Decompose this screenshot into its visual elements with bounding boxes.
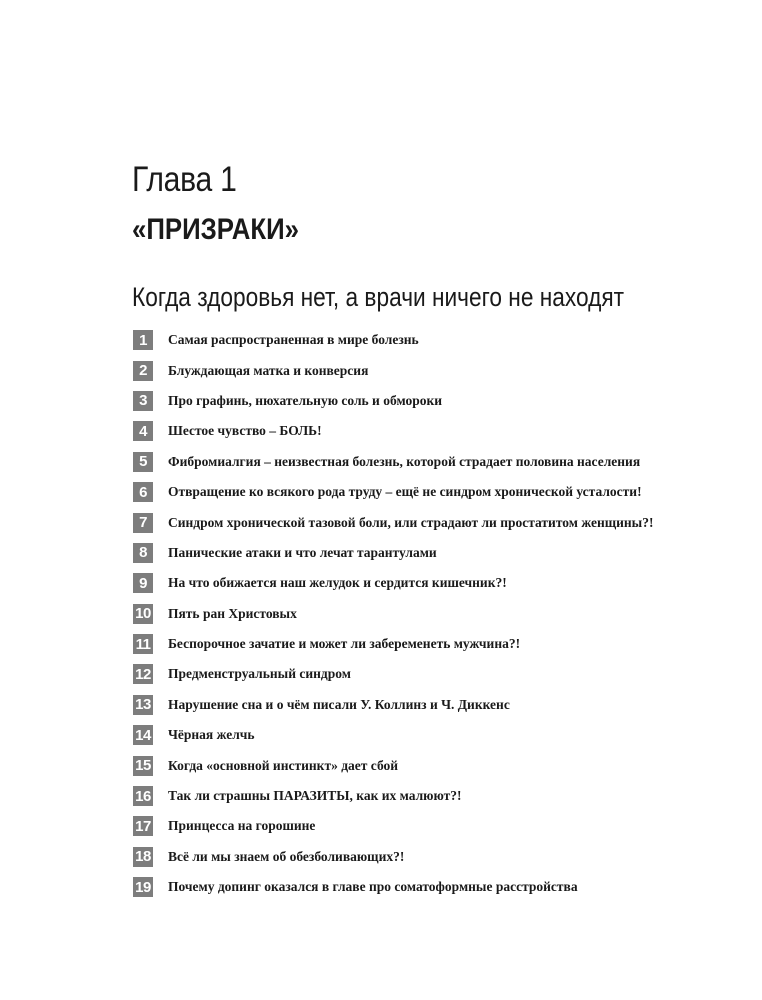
toc-item (133, 629, 733, 659)
toc-item (133, 659, 733, 689)
toc-item-title: Синдром хронической тазовой боли, или страдают ли простатитом женщины?! (168, 514, 654, 530)
toc-item-number: 12 (133, 664, 153, 684)
toc-item (133, 811, 733, 841)
toc-item-number: 16 (133, 786, 153, 806)
toc-item-number: 18 (133, 847, 153, 867)
toc-item-number: 4 (133, 421, 153, 441)
toc-item-number: 2 (133, 361, 153, 381)
toc-item-title: Шестое чувство – БОЛЬ! (168, 423, 322, 439)
table-of-contents (133, 325, 733, 902)
toc-item-title: Фибромиалгия – неизвестная болезнь, которой страдает половина населения (168, 453, 641, 469)
toc-item-title: Самая распространенная в мире болезнь (168, 332, 419, 348)
toc-item-title: На что обижается наш желудок и сердится кишечник?! (168, 575, 507, 591)
toc-item-number: 11 (133, 634, 153, 654)
section-heading: Когда здоровья нет, а врачи ничего не находят (132, 282, 624, 312)
toc-item-number: 14 (133, 725, 153, 745)
toc-item (133, 325, 733, 355)
toc-item-number: 6 (133, 482, 153, 502)
toc-item-title: Нарушение сна и о чём писали У. Коллинз и Ч. Диккенс (168, 696, 510, 712)
toc-item (133, 416, 733, 446)
toc-item-title: Так ли страшны ПАРАЗИТЫ, как их малюют?! (168, 788, 462, 804)
toc-item-number: 15 (133, 756, 153, 776)
toc-item-number: 9 (133, 573, 153, 593)
toc-item-title: Всё ли мы знаем об обезболивающих?! (168, 848, 405, 864)
toc-item (133, 447, 733, 477)
toc-item (133, 538, 733, 568)
toc-item-title: Предменструальный синдром (168, 666, 351, 682)
toc-item-number: 10 (133, 604, 153, 624)
toc-item-title: Блуждающая матка и конверсия (168, 362, 369, 378)
toc-item (133, 599, 733, 629)
toc-item (133, 872, 733, 902)
toc-item-number: 5 (133, 452, 153, 472)
chapter-number: Глава 1 (132, 160, 237, 199)
toc-item-number: 17 (133, 816, 153, 836)
toc-item (133, 842, 733, 872)
toc-item (133, 690, 733, 720)
toc-item (133, 507, 733, 537)
toc-item (133, 720, 733, 750)
toc-item-title: Принцесса на горошине (168, 818, 316, 834)
toc-item (133, 781, 733, 811)
chapter-title: «ПРИЗРАКИ» (132, 213, 300, 246)
toc-item (133, 750, 733, 780)
toc-item-number: 3 (133, 391, 153, 411)
toc-item-title: Чёрная желчь (168, 727, 255, 743)
toc-item-title: Когда «основной инстинкт» дает сбой (168, 757, 399, 773)
toc-item-number: 13 (133, 695, 153, 715)
toc-item (133, 355, 733, 385)
toc-item-number: 7 (133, 513, 153, 533)
toc-item (133, 477, 733, 507)
toc-item-title: Отвращение ко всякого рода труду – ещё не синдром хронической усталости! (168, 484, 642, 500)
toc-item (133, 568, 733, 598)
toc-item-title: Почему допинг оказался в главе про соматоформные расстройства (168, 879, 578, 895)
toc-item-title: Панические атаки и что лечат тарантулами (168, 544, 437, 560)
toc-item-number: 19 (133, 877, 153, 897)
toc-item-number: 8 (133, 543, 153, 563)
toc-item-number: 1 (133, 330, 153, 350)
toc-item-title: Про графинь, нюхательную соль и обмороки (168, 392, 443, 408)
toc-item-title: Беспорочное зачатие и может ли забеременеть мужчина?! (168, 636, 521, 652)
toc-item-title: Пять ран Христовых (168, 605, 297, 621)
toc-item (133, 386, 733, 416)
